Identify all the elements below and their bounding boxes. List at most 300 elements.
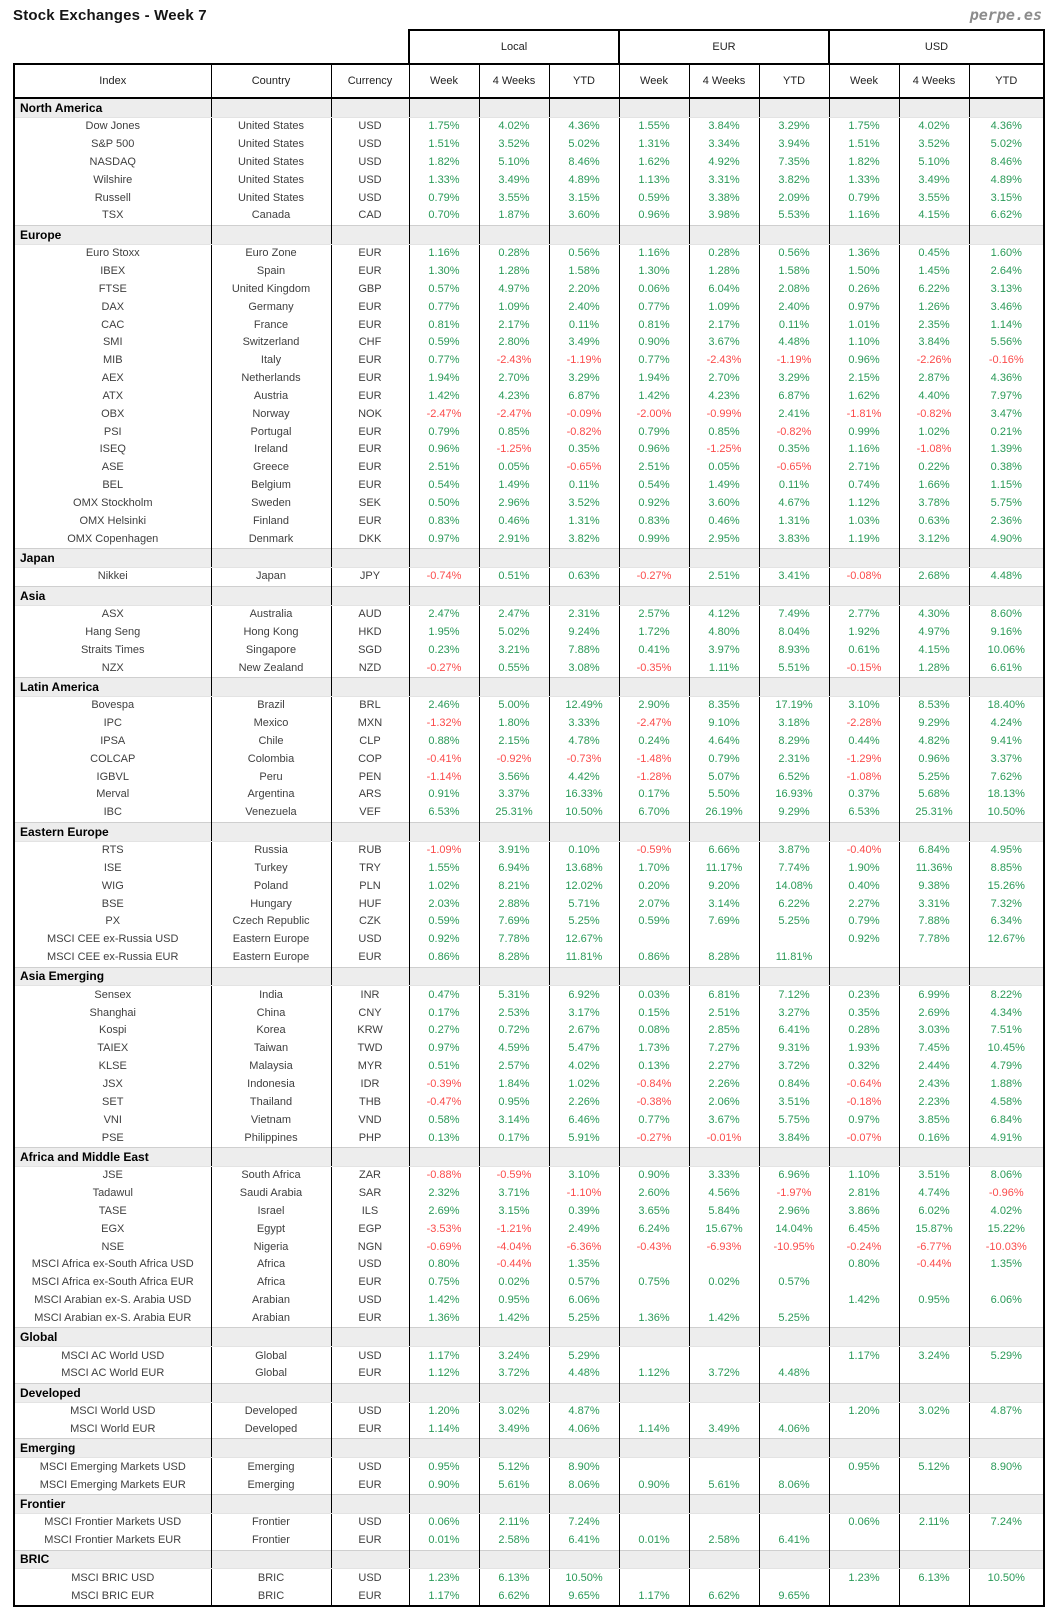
value-cell bbox=[689, 1402, 759, 1420]
country-cell: Taiwan bbox=[211, 1040, 331, 1058]
country-cell: Venezuela bbox=[211, 804, 331, 822]
value-cell: 1.62% bbox=[619, 154, 689, 172]
table-row bbox=[14, 986, 1044, 1004]
index-cell: SMI bbox=[14, 334, 211, 352]
value-cell: 3.72% bbox=[759, 1058, 829, 1076]
value-cell: 0.35% bbox=[829, 1004, 899, 1022]
section-filler-cell bbox=[479, 1550, 549, 1569]
value-cell: 3.72% bbox=[479, 1365, 549, 1383]
table-row bbox=[14, 1476, 1044, 1494]
section-filler-cell bbox=[899, 1147, 969, 1166]
table-row bbox=[14, 263, 1044, 281]
value-cell: 6.87% bbox=[759, 388, 829, 406]
value-cell: 0.11% bbox=[549, 477, 619, 495]
section-filler-cell bbox=[619, 1383, 689, 1402]
value-cell bbox=[969, 1274, 1044, 1292]
value-cell: 1.50% bbox=[829, 263, 899, 281]
section-filler-cell bbox=[899, 1550, 969, 1569]
value-cell: 0.02% bbox=[689, 1274, 759, 1292]
currency-cell: AUD bbox=[331, 605, 409, 623]
value-cell: 5.29% bbox=[549, 1347, 619, 1365]
value-cell: 4.78% bbox=[549, 733, 619, 751]
value-cell: 0.06% bbox=[409, 1513, 479, 1531]
section-filler-cell bbox=[331, 549, 409, 568]
value-cell: 1.39% bbox=[969, 441, 1044, 459]
value-cell: 0.97% bbox=[829, 298, 899, 316]
value-cell: 4.36% bbox=[969, 117, 1044, 135]
value-cell: 3.65% bbox=[619, 1202, 689, 1220]
value-cell: 0.51% bbox=[479, 567, 549, 586]
section-filler-cell bbox=[549, 1328, 619, 1347]
value-cell: 0.80% bbox=[829, 1256, 899, 1274]
value-cell: 0.17% bbox=[409, 1004, 479, 1022]
index-cell: PSI bbox=[14, 423, 211, 441]
value-cell: 0.56% bbox=[759, 244, 829, 262]
value-cell: 3.51% bbox=[759, 1093, 829, 1111]
value-cell: 4.24% bbox=[969, 715, 1044, 733]
value-cell: 0.75% bbox=[409, 1274, 479, 1292]
value-cell: 6.41% bbox=[759, 1022, 829, 1040]
value-cell: -0.35% bbox=[619, 659, 689, 677]
value-cell: 10.50% bbox=[969, 804, 1044, 822]
index-cell: Kospi bbox=[14, 1022, 211, 1040]
table-row bbox=[14, 641, 1044, 659]
value-cell: 0.86% bbox=[619, 949, 689, 967]
section-filler-cell bbox=[549, 1383, 619, 1402]
value-cell: 2.88% bbox=[479, 895, 549, 913]
group-header-usd: USD bbox=[829, 30, 1044, 64]
country-cell: Nigeria bbox=[211, 1238, 331, 1256]
country-cell: United States bbox=[211, 189, 331, 207]
value-cell: 5.56% bbox=[969, 334, 1044, 352]
value-cell: 1.31% bbox=[549, 512, 619, 530]
value-cell: -1.32% bbox=[409, 715, 479, 733]
value-cell: 0.13% bbox=[409, 1129, 479, 1147]
value-cell: -0.24% bbox=[829, 1238, 899, 1256]
value-cell: 1.28% bbox=[689, 263, 759, 281]
value-cell: 1.12% bbox=[409, 1365, 479, 1383]
index-cell: MIB bbox=[14, 352, 211, 370]
value-cell: 3.72% bbox=[689, 1365, 759, 1383]
currency-cell: BRL bbox=[331, 696, 409, 714]
value-cell: 1.92% bbox=[829, 623, 899, 641]
section-filler-cell bbox=[211, 549, 331, 568]
value-cell: 1.31% bbox=[759, 512, 829, 530]
table-row bbox=[14, 931, 1044, 949]
value-cell: 8.93% bbox=[759, 641, 829, 659]
value-cell: -1.14% bbox=[409, 768, 479, 786]
value-cell: 0.11% bbox=[759, 477, 829, 495]
value-cell bbox=[689, 1458, 759, 1476]
section-filler-cell bbox=[331, 1494, 409, 1513]
value-cell: -0.39% bbox=[409, 1076, 479, 1094]
value-cell: 1.87% bbox=[479, 207, 549, 225]
index-cell: MSCI BRIC EUR bbox=[14, 1587, 211, 1606]
value-cell: 3.08% bbox=[549, 659, 619, 677]
column-header-usd-week: Week bbox=[829, 64, 899, 98]
value-cell bbox=[829, 1476, 899, 1494]
country-cell: Spain bbox=[211, 263, 331, 281]
value-cell: 0.80% bbox=[409, 1256, 479, 1274]
index-cell: IBC bbox=[14, 804, 211, 822]
value-cell: 0.83% bbox=[409, 512, 479, 530]
currency-cell: EUR bbox=[331, 1310, 409, 1328]
table-row bbox=[14, 207, 1044, 225]
value-cell bbox=[759, 1347, 829, 1365]
table-row bbox=[14, 895, 1044, 913]
table-row bbox=[14, 1040, 1044, 1058]
index-cell: ATX bbox=[14, 388, 211, 406]
currency-cell: COP bbox=[331, 750, 409, 768]
value-cell: -0.27% bbox=[619, 1129, 689, 1147]
country-cell: Developed bbox=[211, 1402, 331, 1420]
value-cell: 4.36% bbox=[549, 117, 619, 135]
country-cell: Emerging bbox=[211, 1458, 331, 1476]
value-cell: 1.16% bbox=[829, 441, 899, 459]
value-cell: 0.79% bbox=[409, 423, 479, 441]
index-cell: VNI bbox=[14, 1111, 211, 1129]
currency-cell: PHP bbox=[331, 1129, 409, 1147]
value-cell: 7.32% bbox=[969, 895, 1044, 913]
value-cell: 2.70% bbox=[479, 370, 549, 388]
section-filler-cell bbox=[331, 1328, 409, 1347]
value-cell: 0.28% bbox=[479, 244, 549, 262]
value-cell: 6.02% bbox=[899, 1202, 969, 1220]
value-cell: 9.65% bbox=[549, 1587, 619, 1606]
value-cell: -4.04% bbox=[479, 1238, 549, 1256]
section-filler-cell bbox=[689, 586, 759, 605]
value-cell: 2.91% bbox=[479, 530, 549, 548]
value-cell: 1.72% bbox=[619, 623, 689, 641]
value-cell: 13.68% bbox=[549, 859, 619, 877]
column-header-index: Index bbox=[14, 64, 211, 98]
value-cell: -1.28% bbox=[619, 768, 689, 786]
value-cell: -0.92% bbox=[479, 750, 549, 768]
value-cell: 8.29% bbox=[759, 733, 829, 751]
section-filler-cell bbox=[759, 1328, 829, 1347]
value-cell: 5.31% bbox=[479, 986, 549, 1004]
value-cell: 0.90% bbox=[619, 1476, 689, 1494]
section-filler-cell bbox=[211, 1494, 331, 1513]
value-cell: -1.29% bbox=[829, 750, 899, 768]
value-cell: 2.15% bbox=[829, 370, 899, 388]
value-cell: 2.96% bbox=[479, 495, 549, 513]
index-cell: OMX Helsinki bbox=[14, 512, 211, 530]
currency-cell: EUR bbox=[331, 244, 409, 262]
value-cell: -0.01% bbox=[689, 1129, 759, 1147]
value-cell: 0.97% bbox=[829, 1111, 899, 1129]
section-filler-cell bbox=[969, 1494, 1044, 1513]
value-cell: 12.49% bbox=[549, 696, 619, 714]
value-cell: 2.09% bbox=[759, 189, 829, 207]
table-row bbox=[14, 768, 1044, 786]
value-cell: 2.47% bbox=[479, 605, 549, 623]
section-filler-cell bbox=[409, 1328, 479, 1347]
value-cell: 5.61% bbox=[479, 1476, 549, 1494]
country-cell: Colombia bbox=[211, 750, 331, 768]
value-cell: 4.91% bbox=[969, 1129, 1044, 1147]
currency-cell: VND bbox=[331, 1111, 409, 1129]
value-cell bbox=[969, 1365, 1044, 1383]
value-cell: -1.19% bbox=[759, 352, 829, 370]
section-title: Emerging bbox=[14, 1439, 211, 1458]
section-filler-cell bbox=[969, 967, 1044, 986]
column-header-eur-4weeks: 4 Weeks bbox=[689, 64, 759, 98]
value-cell: 12.67% bbox=[969, 931, 1044, 949]
value-cell: 1.09% bbox=[479, 298, 549, 316]
value-cell bbox=[759, 1513, 829, 1531]
currency-cell: MYR bbox=[331, 1058, 409, 1076]
value-cell: 5.25% bbox=[549, 913, 619, 931]
value-cell: 9.65% bbox=[759, 1587, 829, 1606]
currency-cell: CZK bbox=[331, 913, 409, 931]
currency-cell: CHF bbox=[331, 334, 409, 352]
table-row bbox=[14, 1004, 1044, 1022]
value-cell: 6.13% bbox=[479, 1569, 549, 1587]
value-cell: 2.06% bbox=[689, 1093, 759, 1111]
value-cell: 0.44% bbox=[829, 733, 899, 751]
index-cell: OMX Stockholm bbox=[14, 495, 211, 513]
value-cell: 6.53% bbox=[829, 804, 899, 822]
country-cell: Turkey bbox=[211, 859, 331, 877]
value-cell: 15.26% bbox=[969, 877, 1044, 895]
value-cell: 4.34% bbox=[969, 1004, 1044, 1022]
section-filler-cell bbox=[689, 225, 759, 244]
country-cell: Africa bbox=[211, 1256, 331, 1274]
index-cell: KLSE bbox=[14, 1058, 211, 1076]
section-filler-cell bbox=[619, 549, 689, 568]
value-cell: -0.15% bbox=[829, 659, 899, 677]
value-cell: 0.05% bbox=[479, 459, 549, 477]
value-cell: -0.65% bbox=[549, 459, 619, 477]
country-cell: Eastern Europe bbox=[211, 949, 331, 967]
section-filler-cell bbox=[331, 822, 409, 841]
currency-cell: EUR bbox=[331, 263, 409, 281]
value-cell: 3.14% bbox=[479, 1111, 549, 1129]
index-cell: MSCI Africa ex-South Africa EUR bbox=[14, 1274, 211, 1292]
value-cell: 0.13% bbox=[619, 1058, 689, 1076]
table-row bbox=[14, 605, 1044, 623]
section-title: Developed bbox=[14, 1383, 211, 1402]
currency-cell: USD bbox=[331, 189, 409, 207]
currency-cell: JPY bbox=[331, 567, 409, 586]
country-cell: Hong Kong bbox=[211, 623, 331, 641]
brand-link[interactable]: perpe.es bbox=[969, 6, 1042, 24]
value-cell: 4.82% bbox=[899, 733, 969, 751]
value-cell: 2.17% bbox=[689, 316, 759, 334]
value-cell: 0.32% bbox=[829, 1058, 899, 1076]
value-cell: 3.87% bbox=[759, 841, 829, 859]
section-filler-cell bbox=[759, 1383, 829, 1402]
value-cell: 1.93% bbox=[829, 1040, 899, 1058]
value-cell: 2.11% bbox=[479, 1513, 549, 1531]
section-filler-cell bbox=[549, 1439, 619, 1458]
value-cell: 5.75% bbox=[759, 1111, 829, 1129]
value-cell: 3.15% bbox=[549, 189, 619, 207]
table-row bbox=[14, 459, 1044, 477]
value-cell: 2.26% bbox=[689, 1076, 759, 1094]
section-title: Asia bbox=[14, 586, 211, 605]
value-cell: -0.09% bbox=[549, 405, 619, 423]
section-filler-cell bbox=[479, 586, 549, 605]
value-cell: 4.79% bbox=[969, 1058, 1044, 1076]
table-row bbox=[14, 352, 1044, 370]
value-cell: 3.18% bbox=[759, 715, 829, 733]
value-cell: 2.51% bbox=[689, 567, 759, 586]
value-cell: 3.84% bbox=[759, 1129, 829, 1147]
value-cell: -2.43% bbox=[689, 352, 759, 370]
value-cell: -0.69% bbox=[409, 1238, 479, 1256]
section-filler-cell bbox=[331, 225, 409, 244]
value-cell: 3.83% bbox=[759, 530, 829, 548]
section-filler-cell bbox=[211, 1328, 331, 1347]
currency-cell: NZD bbox=[331, 659, 409, 677]
value-cell: 5.51% bbox=[759, 659, 829, 677]
section-filler-cell bbox=[689, 1383, 759, 1402]
value-cell: 0.17% bbox=[479, 1129, 549, 1147]
section-filler-cell bbox=[899, 549, 969, 568]
value-cell: 3.31% bbox=[689, 171, 759, 189]
value-cell: 8.28% bbox=[689, 949, 759, 967]
country-cell: Korea bbox=[211, 1022, 331, 1040]
value-cell: 4.42% bbox=[549, 768, 619, 786]
value-cell: 4.92% bbox=[689, 154, 759, 172]
currency-cell: CAD bbox=[331, 207, 409, 225]
section-title: Frontier bbox=[14, 1494, 211, 1513]
value-cell: 2.71% bbox=[829, 459, 899, 477]
value-cell: 1.82% bbox=[829, 154, 899, 172]
value-cell: 0.96% bbox=[829, 352, 899, 370]
value-cell: 1.13% bbox=[619, 171, 689, 189]
value-cell: 5.75% bbox=[969, 495, 1044, 513]
country-cell: Finland bbox=[211, 512, 331, 530]
table-row bbox=[14, 423, 1044, 441]
value-cell: 8.28% bbox=[479, 949, 549, 967]
value-cell: 4.02% bbox=[899, 117, 969, 135]
value-cell: -0.65% bbox=[759, 459, 829, 477]
value-cell: 0.57% bbox=[409, 280, 479, 298]
value-cell: 0.92% bbox=[409, 931, 479, 949]
index-cell: Tadawul bbox=[14, 1185, 211, 1203]
section-filler-cell bbox=[331, 98, 409, 117]
section-title: North America bbox=[14, 98, 211, 117]
value-cell: 0.05% bbox=[689, 459, 759, 477]
value-cell: -0.82% bbox=[759, 423, 829, 441]
value-cell: 3.67% bbox=[689, 334, 759, 352]
value-cell: 4.06% bbox=[549, 1421, 619, 1439]
table-row bbox=[14, 1292, 1044, 1310]
value-cell: 1.51% bbox=[409, 136, 479, 154]
value-cell: -1.08% bbox=[829, 768, 899, 786]
value-cell: 6.46% bbox=[549, 1111, 619, 1129]
value-cell: 3.84% bbox=[899, 334, 969, 352]
value-cell: -6.93% bbox=[689, 1238, 759, 1256]
currency-cell: PLN bbox=[331, 877, 409, 895]
value-cell bbox=[619, 931, 689, 949]
index-cell: MSCI World EUR bbox=[14, 1421, 211, 1439]
section-filler-cell bbox=[899, 225, 969, 244]
value-cell: 3.85% bbox=[899, 1111, 969, 1129]
value-cell: 3.31% bbox=[899, 895, 969, 913]
index-cell: OMX Copenhagen bbox=[14, 530, 211, 548]
value-cell: 0.77% bbox=[409, 352, 479, 370]
section-filler-cell bbox=[409, 1439, 479, 1458]
section-filler-cell bbox=[899, 678, 969, 697]
section-filler-cell bbox=[759, 225, 829, 244]
value-cell: 2.20% bbox=[549, 280, 619, 298]
value-cell: -1.25% bbox=[689, 441, 759, 459]
value-cell: 1.36% bbox=[409, 1310, 479, 1328]
value-cell: 3.03% bbox=[899, 1022, 969, 1040]
value-cell bbox=[689, 1292, 759, 1310]
section-filler-cell bbox=[211, 1147, 331, 1166]
currency-cell: USD bbox=[331, 1292, 409, 1310]
value-cell: 6.99% bbox=[899, 986, 969, 1004]
value-cell: 0.86% bbox=[409, 949, 479, 967]
value-cell: -0.44% bbox=[899, 1256, 969, 1274]
value-cell: 0.08% bbox=[619, 1022, 689, 1040]
value-cell: 2.69% bbox=[409, 1202, 479, 1220]
section-filler-cell bbox=[969, 1439, 1044, 1458]
value-cell: 2.35% bbox=[899, 316, 969, 334]
section-filler-cell bbox=[331, 586, 409, 605]
value-cell: 2.32% bbox=[409, 1185, 479, 1203]
index-cell: MSCI Arabian ex-S. Arabia EUR bbox=[14, 1310, 211, 1328]
value-cell: 2.80% bbox=[479, 334, 549, 352]
value-cell: 1.42% bbox=[619, 388, 689, 406]
value-cell: 1.35% bbox=[969, 1256, 1044, 1274]
table-row bbox=[14, 1238, 1044, 1256]
value-cell: -0.16% bbox=[969, 352, 1044, 370]
country-cell: Japan bbox=[211, 567, 331, 586]
currency-group-header-row bbox=[14, 30, 1044, 64]
currency-cell: EUR bbox=[331, 352, 409, 370]
value-cell bbox=[619, 1292, 689, 1310]
value-cell: 1.26% bbox=[899, 298, 969, 316]
value-cell: 1.14% bbox=[619, 1421, 689, 1439]
section-filler-cell bbox=[619, 1328, 689, 1347]
value-cell: -10.03% bbox=[969, 1238, 1044, 1256]
table-row bbox=[14, 1532, 1044, 1550]
currency-cell: USD bbox=[331, 171, 409, 189]
value-cell: -0.38% bbox=[619, 1093, 689, 1111]
value-cell bbox=[759, 1292, 829, 1310]
value-cell: 2.40% bbox=[549, 298, 619, 316]
index-cell: MSCI BRIC USD bbox=[14, 1569, 211, 1587]
value-cell: 2.40% bbox=[759, 298, 829, 316]
value-cell: 3.86% bbox=[829, 1202, 899, 1220]
section-filler-cell bbox=[829, 549, 899, 568]
index-cell: CAC bbox=[14, 316, 211, 334]
value-cell: 6.92% bbox=[549, 986, 619, 1004]
value-cell: 1.42% bbox=[829, 1292, 899, 1310]
value-cell: 4.02% bbox=[969, 1202, 1044, 1220]
value-cell: 7.69% bbox=[479, 913, 549, 931]
value-cell: 0.20% bbox=[619, 877, 689, 895]
value-cell: 6.61% bbox=[969, 659, 1044, 677]
index-cell: PX bbox=[14, 913, 211, 931]
value-cell: 2.96% bbox=[759, 1202, 829, 1220]
value-cell: 2.07% bbox=[619, 895, 689, 913]
value-cell: 1.11% bbox=[689, 659, 759, 677]
value-cell: -3.53% bbox=[409, 1220, 479, 1238]
table-row bbox=[14, 370, 1044, 388]
value-cell: 0.45% bbox=[899, 244, 969, 262]
value-cell bbox=[619, 1458, 689, 1476]
value-cell: 0.35% bbox=[759, 441, 829, 459]
value-cell: 3.15% bbox=[969, 189, 1044, 207]
value-cell: 0.11% bbox=[759, 316, 829, 334]
